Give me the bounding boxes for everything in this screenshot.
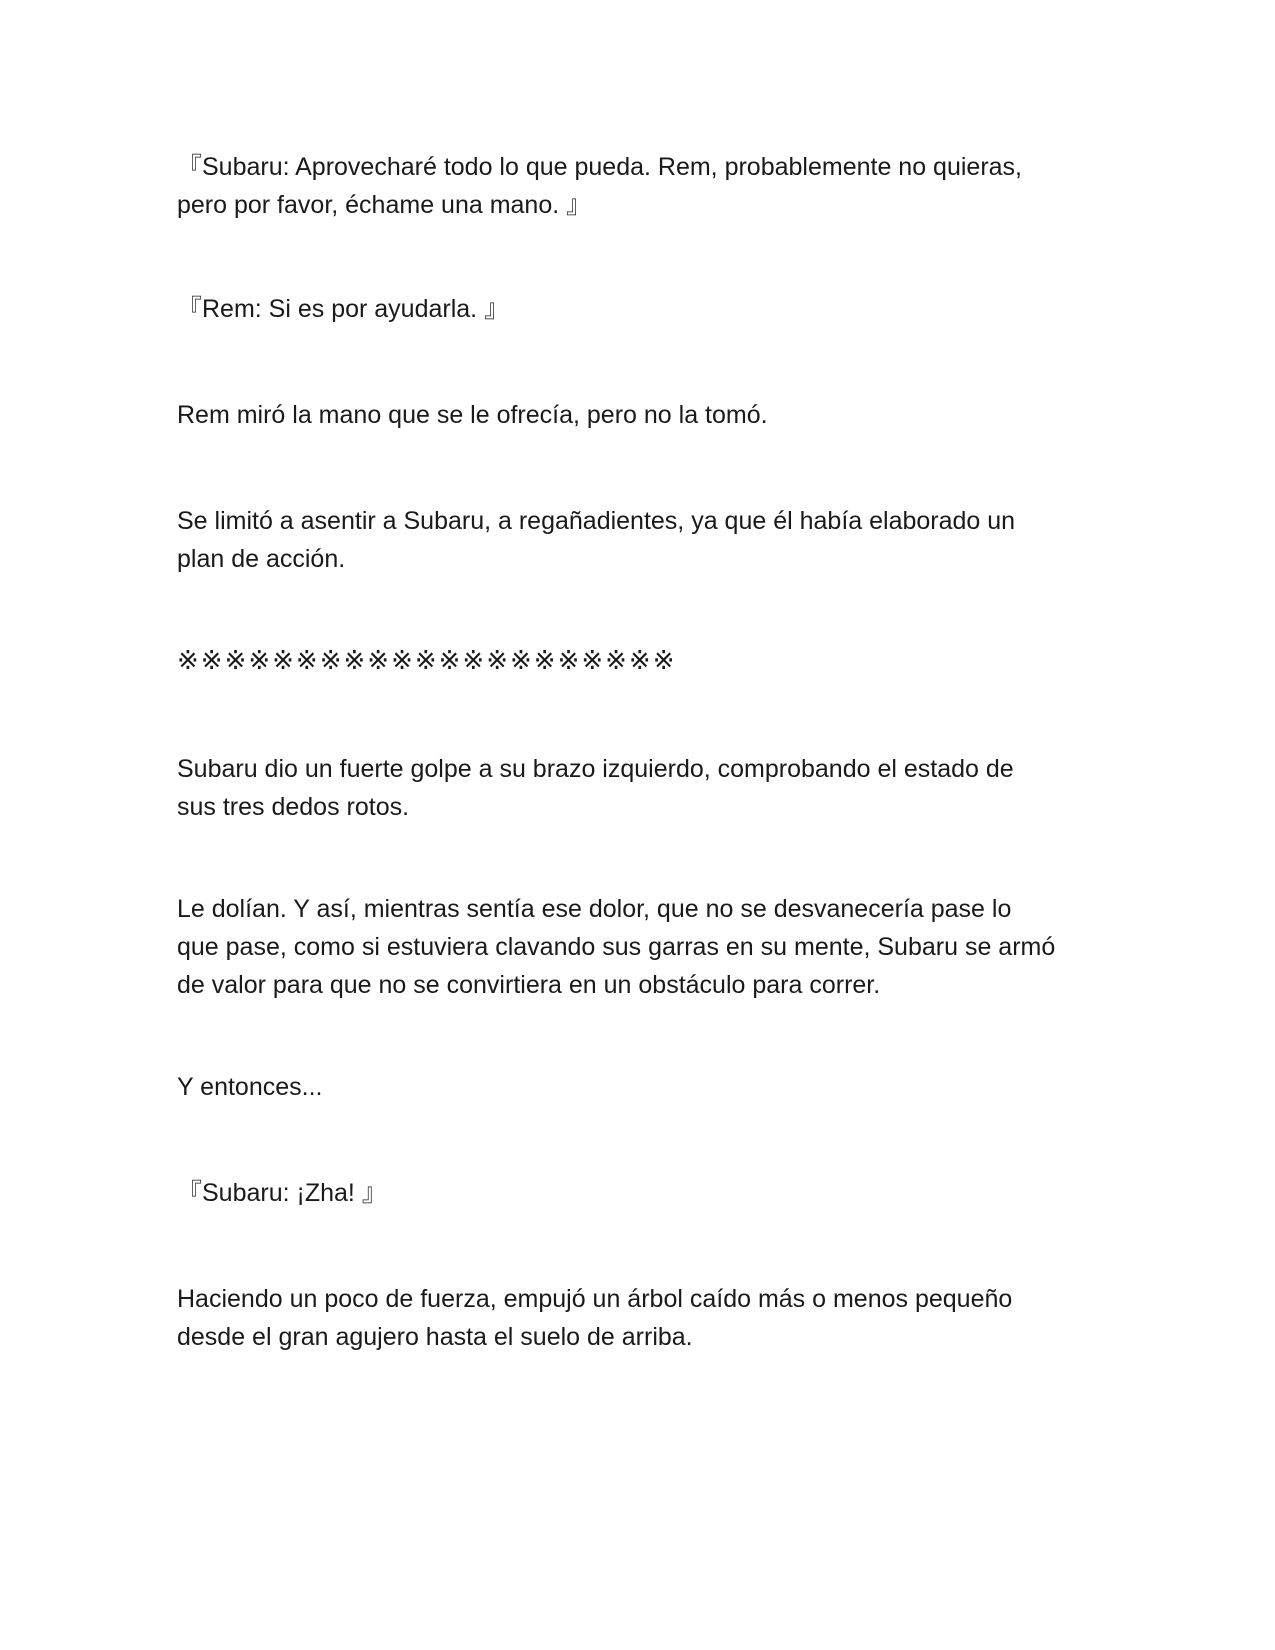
paragraph-narration-2 <box>177 502 1117 578</box>
paragraph-subaru-dialogue-1 <box>177 148 1117 224</box>
text-line: Le dolían. Y así, mientras sentía ese dolor, que no se desvanecería pase lo <box>177 895 1012 923</box>
text-line: 『Subaru: Aprovecharé todo lo que pueda. Rem, probablemente no quieras, <box>177 153 1022 181</box>
text-line: Haciendo un poco de fuerza, empujó un árbol caído más o menos pequeño <box>177 1285 1013 1313</box>
paragraph-narration-5 <box>177 1068 1117 1106</box>
text-line: plan de acción. <box>177 545 346 573</box>
text-line: Rem miró la mano que se le ofrecía, pero no la tomó. <box>177 401 768 429</box>
text-line: Se limitó a asentir a Subaru, a regañadientes, ya que él había elaborado un <box>177 507 1016 535</box>
text-line: Subaru dio un fuerte golpe a su brazo izquierdo, comprobando el estado de <box>177 755 1014 783</box>
text-line: que pase, como si estuviera clavando sus garras en su mente, Subaru se armó <box>177 933 1056 961</box>
paragraph-narration-1 <box>177 396 1117 434</box>
text-line: sus tres dedos rotos. <box>177 793 410 821</box>
paragraph-narration-6 <box>177 1280 1117 1356</box>
paragraph-rem-dialogue <box>177 290 1117 328</box>
text-line: de valor para que no se convirtiera en un obstáculo para correr. <box>177 971 881 999</box>
text-line: pero por favor, échame una mano. 』 <box>177 191 592 219</box>
text-line: 『Subaru: ¡Zha! 』 <box>177 1179 387 1207</box>
paragraph-narration-4 <box>177 890 1117 1004</box>
paragraph-narration-3 <box>177 750 1117 826</box>
section-separator <box>177 642 1117 680</box>
text-line: desde el gran agujero hasta el suelo de arriba. <box>177 1323 693 1351</box>
text-line: 『Rem: Si es por ayudarla. 』 <box>177 295 510 323</box>
paragraph-subaru-dialogue-2 <box>177 1174 1117 1212</box>
text-line: Y entonces... <box>177 1073 323 1101</box>
separator-line: ※※※※※※※※※※※※※※※※※※※※※ <box>177 646 677 676</box>
